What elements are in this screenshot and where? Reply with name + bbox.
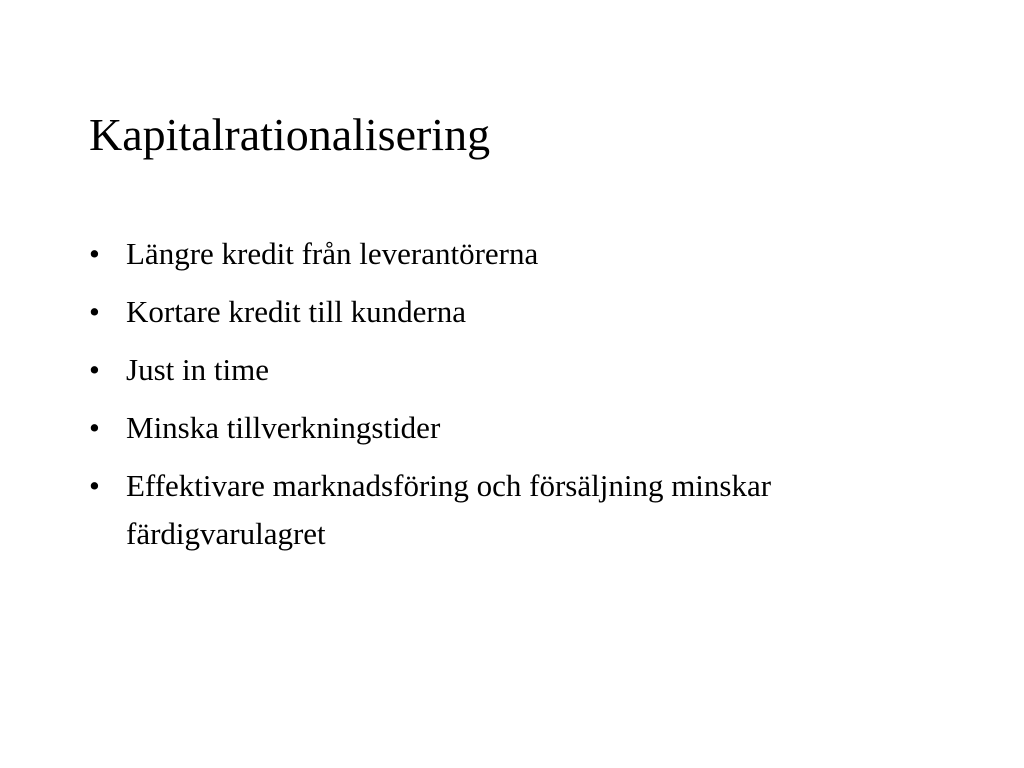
slide-title: Kapitalrationalisering: [89, 109, 491, 160]
list-item-text: Effektivare marknadsföring och försäljning minskar färdigvarulagret: [126, 468, 772, 551]
bullet-icon: •: [89, 236, 100, 271]
list-item: [89, 462, 849, 558]
bullet-icon: •: [89, 352, 100, 387]
list-item-text: Just in time: [126, 352, 269, 387]
list-item: [89, 346, 849, 394]
bullet-icon: •: [89, 294, 100, 329]
list-item-text: Kortare kredit till kunderna: [126, 294, 467, 329]
bullet-icon: •: [89, 410, 100, 445]
list-item: [89, 288, 849, 336]
list-item-text: Minska tillverkningstider: [126, 410, 441, 445]
list-item-text: Längre kredit från leverantörerna: [126, 236, 539, 271]
list-item: [89, 230, 849, 278]
list-item: [89, 404, 849, 452]
bullet-icon: •: [89, 468, 100, 503]
bullet-list: [89, 230, 849, 568]
